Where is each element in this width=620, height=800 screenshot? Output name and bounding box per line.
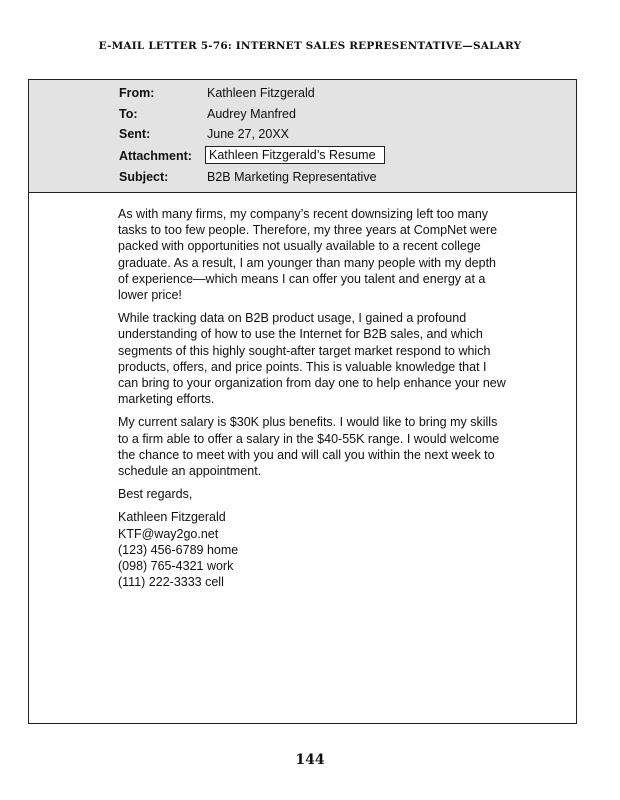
from-value: Kathleen Fitzgerald bbox=[207, 86, 315, 100]
sent-value: June 27, 20XX bbox=[207, 127, 290, 141]
to-label: To: bbox=[119, 107, 138, 121]
closing-line: Best regards, bbox=[118, 487, 193, 502]
email-body bbox=[118, 206, 508, 590]
body-paragraph-3: My current salary is $30K plus benefits. I would like to bring my skills to a firm able to offer a salary in the $40-55K range. I would welcome the chance to meet with you and will call you within the next week to schedule an appointment. bbox=[118, 415, 500, 479]
subject-label: Subject: bbox=[119, 170, 169, 184]
body-paragraph-1: As with many firms, my company’s recent downsizing left too many tasks to too few people. Therefore, my three years at CompNet were packed with opportunities not usually available to a recent college graduate. As a result, I am younger than many people with my depth of experience—which means I can offer you talent and energy at a lower price! bbox=[118, 207, 498, 303]
subject-value: B2B Marketing Representative bbox=[207, 170, 377, 184]
to-value: Audrey Manfred bbox=[207, 107, 296, 121]
body-paragraph-2: While tracking data on B2B product usage, I gained a profound understanding of how to use the Internet for B2B sales, and which segments of this highly sought-after target market respond to which products, offers, and price points. This is valuable knowledge that I can bring to your organization from day one to help enhance your new marketing efforts. bbox=[118, 311, 506, 407]
email-header-panel bbox=[29, 80, 576, 193]
sent-label: Sent: bbox=[119, 127, 151, 141]
from-label: From: bbox=[119, 86, 155, 100]
signature-block bbox=[118, 509, 508, 590]
attachment-field[interactable]: Kathleen Fitzgerald’s Resume bbox=[205, 146, 385, 164]
email-window bbox=[28, 79, 577, 724]
signature-name: Kathleen Fitzgerald bbox=[118, 510, 226, 525]
signature-phone-cell: (111) 222-3333 cell bbox=[118, 575, 224, 590]
signature-phone-home: (123) 456-6789 home bbox=[118, 542, 239, 557]
signature-phone-work: (098) 765-4321 work bbox=[118, 559, 234, 574]
page-number: 144 bbox=[295, 752, 325, 768]
page-heading: E-MAIL LETTER 5-76: INTERNET SALES REPRESENTATIVE—SALARY bbox=[98, 40, 522, 52]
attachment-label: Attachment: bbox=[119, 149, 192, 163]
signature-email: KTF@way2go.net bbox=[118, 526, 219, 541]
